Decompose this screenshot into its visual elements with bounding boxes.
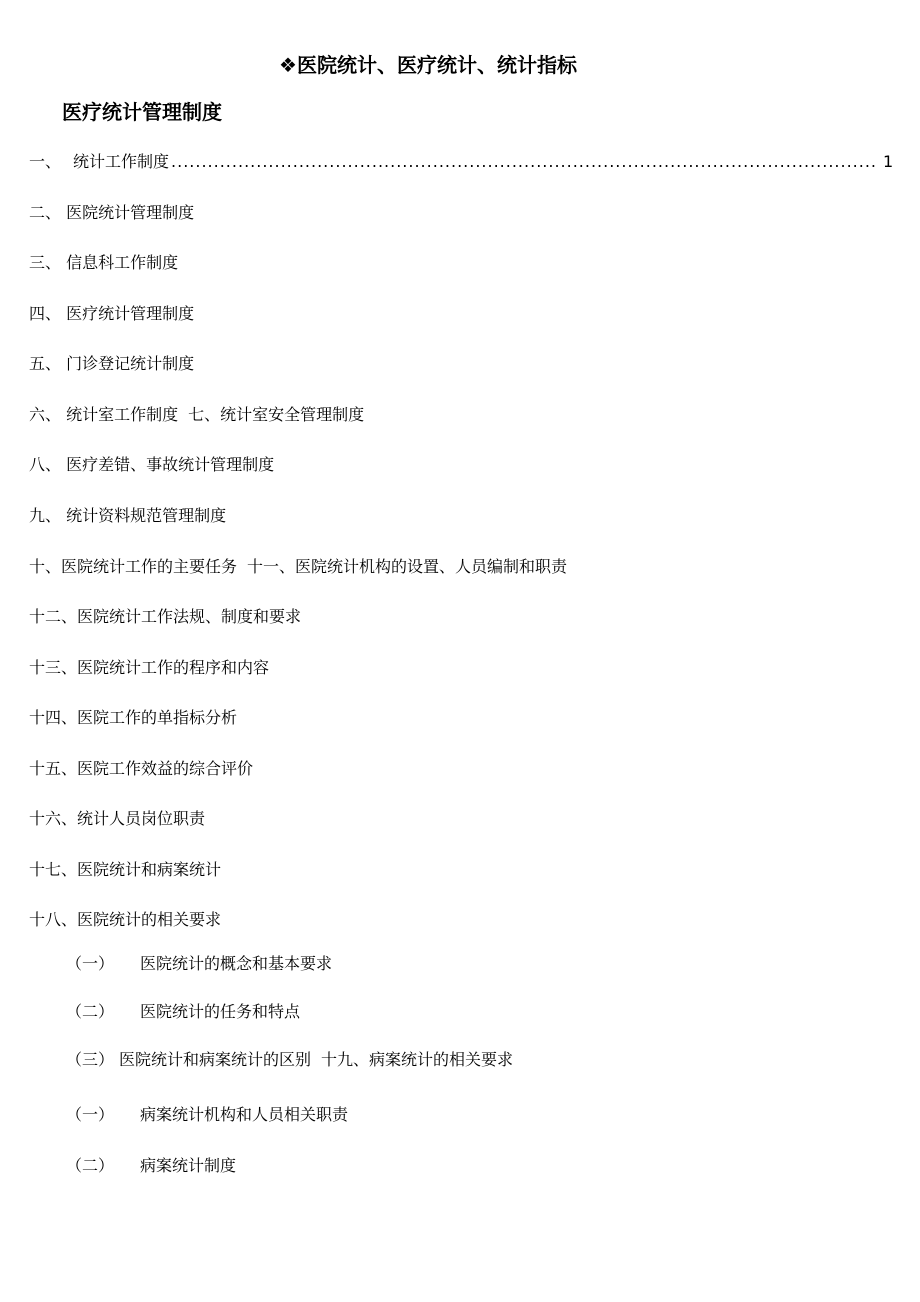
toc-entry-label: 十、医院统计工作的主要任务: [29, 557, 238, 576]
toc-sub-entry-label: 医院统计和病案统计的区别: [119, 1050, 312, 1069]
toc-entry[interactable]: [29, 505, 226, 527]
toc-entry-1-page-number: 1: [883, 152, 894, 171]
toc-sub-entry-label: 医院统计的任务和特点: [140, 1002, 301, 1021]
toc-entry-label-continued: 十九、病案统计的相关要求: [321, 1050, 514, 1069]
toc-entry[interactable]: [29, 758, 253, 780]
toc-entry-label: 五、 门诊登记统计制度: [29, 354, 195, 373]
toc-entry-label-continued: 七、统计室安全管理制度: [188, 405, 365, 424]
toc-leader-dots: ....................................................................................................................: [171, 152, 877, 171]
toc-sub-entry-label: 病案统计制度: [140, 1156, 237, 1175]
toc-entry-1-number: 一、: [29, 152, 62, 171]
toc-entry-label: 十八、医院统计的相关要求: [29, 910, 222, 929]
toc-entry-label: 十六、统计人员岗位职责: [29, 809, 206, 828]
toc-entry[interactable]: [29, 707, 237, 729]
toc-sub-entry[interactable]: [66, 953, 332, 975]
toc-entry-1[interactable]: [29, 151, 894, 173]
toc-entry-label: 十二、医院统计工作法规、制度和要求: [29, 607, 302, 626]
toc-entry-label: 四、 医疗统计管理制度: [29, 304, 195, 323]
toc-entry-label: 十五、医院工作效益的综合评价: [29, 759, 254, 778]
toc-sub-entry-label: 病案统计机构和人员相关职责: [140, 1105, 349, 1124]
document-title: ❖医院统计、医疗统计、统计指标: [279, 53, 577, 77]
toc-entry-label: 十七、医院统计和病案统计: [29, 860, 222, 879]
toc-entry-label: 十四、医院工作的单指标分析: [29, 708, 238, 727]
toc-entry[interactable]: [29, 657, 269, 679]
toc-entry-label: 六、 统计室工作制度: [29, 405, 179, 424]
toc-sub-entry-number: （三）: [66, 1050, 115, 1069]
toc-entry-1-label: 统计工作制度: [73, 152, 170, 171]
toc-sub-entry[interactable]: [66, 1155, 236, 1177]
toc-entry-label: 二、 医院统计管理制度: [29, 203, 195, 222]
toc-sub-entry-number: （二）: [66, 1156, 115, 1175]
toc-entry-label: 十三、医院统计工作的程序和内容: [29, 658, 270, 677]
toc-sub-entry[interactable]: [66, 1049, 513, 1071]
toc-entry[interactable]: [29, 606, 301, 628]
toc-sub-entry-number: （二）: [66, 1002, 115, 1021]
toc-entry[interactable]: [29, 353, 194, 375]
toc-entry-label-continued: 十一、医院统计机构的设置、人员编制和职责: [247, 557, 568, 576]
toc-entry[interactable]: [29, 303, 194, 325]
toc-entry-label: 八、 医疗差错、事故统计管理制度: [29, 455, 275, 474]
toc-entry[interactable]: [29, 454, 274, 476]
toc-entry-label: 三、 信息科工作制度: [29, 253, 179, 272]
toc-entry[interactable]: [29, 252, 178, 274]
toc-entry[interactable]: [29, 909, 221, 931]
toc-entry[interactable]: [29, 202, 194, 224]
toc-entry[interactable]: [29, 808, 205, 830]
toc-entry[interactable]: [29, 859, 221, 881]
toc-entry-label: 九、 统计资料规范管理制度: [29, 506, 227, 525]
document-subtitle: 医疗统计管理制度: [62, 100, 222, 124]
toc-sub-entry-number: （一）: [66, 954, 115, 973]
toc-sub-entry[interactable]: [66, 1001, 300, 1023]
toc-entry[interactable]: [29, 556, 567, 578]
toc-sub-entry[interactable]: [66, 1104, 348, 1126]
toc-sub-entry-label: 医院统计的概念和基本要求: [140, 954, 333, 973]
toc-entry[interactable]: [29, 404, 364, 426]
toc-sub-entry-number: （一）: [66, 1105, 115, 1124]
